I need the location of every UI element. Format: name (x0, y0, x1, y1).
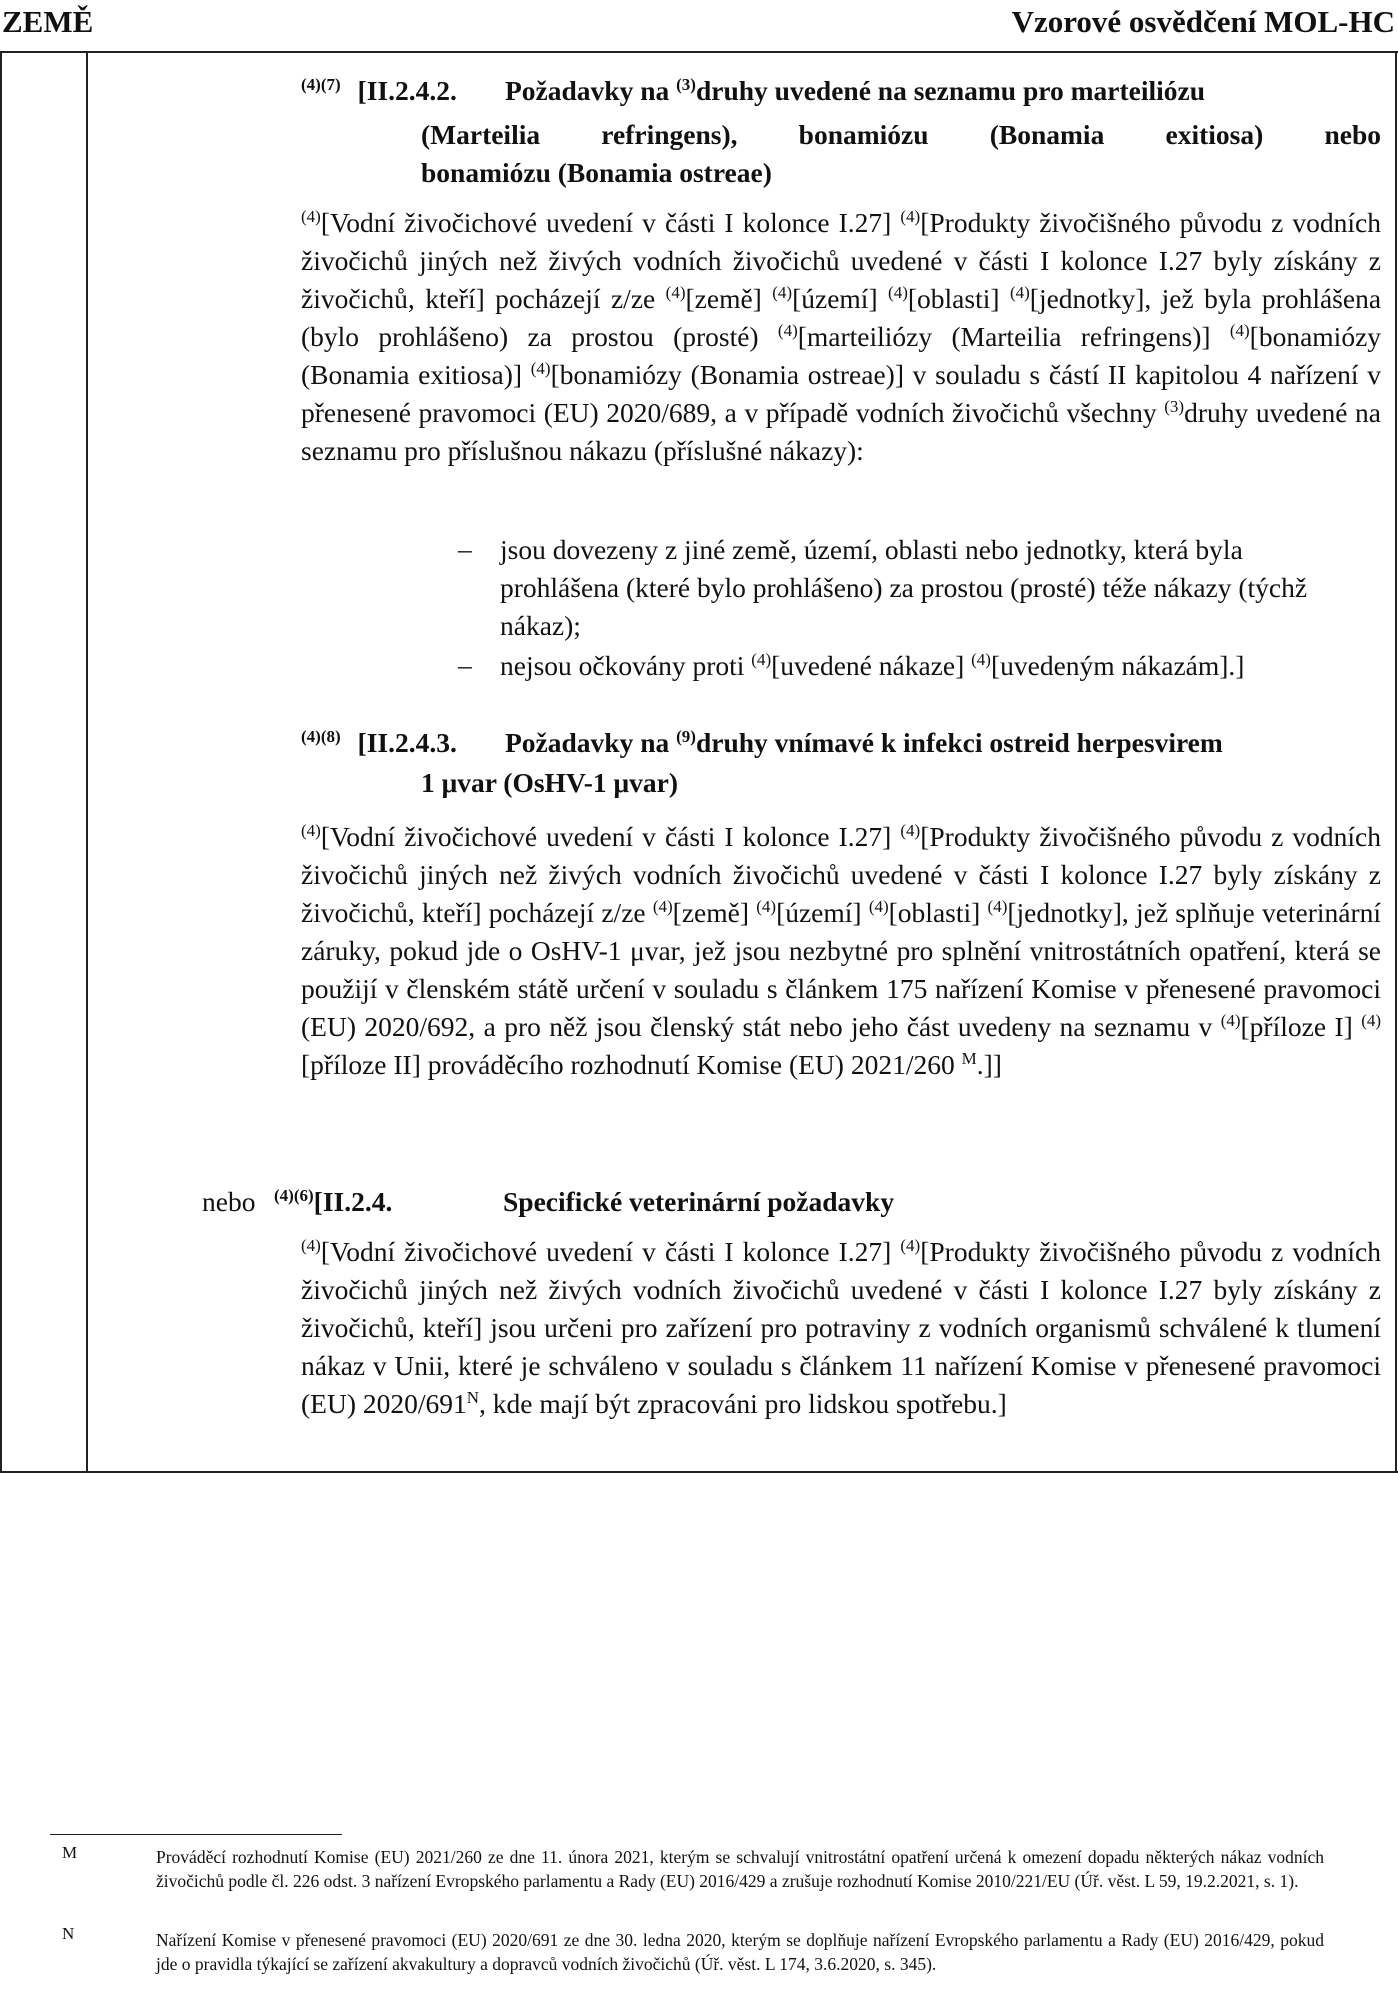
section-heading-II-2-4 (274, 1183, 392, 1221)
footnote-ref: (4)(8) (301, 727, 341, 746)
list-dash: – (458, 649, 472, 680)
section-paragraph: $^{(4)}$[Vodní živočichové uvedení v části I kolonce I.27] $^{(4)}$[Produkty živočišného původu z vodních živočichů jiných než živých vodních živočichů uvedené v části I kolonce I.27 byly získány z živočichů, kteří] jsou určeni pro zařízení pro potraviny z vodních organismů schválené k tlumení nákaz v Unii, které je schváleno v souladu s článkem 11 nařízení Komise v přenesené pravomoci (EU) $2020/691^N$, kde mají být zpracováni pro lidskou spotřebu.] (301, 1236, 1382, 1419)
footnote-mark: M (62, 1843, 78, 1862)
footnote-text: Nařízení Komise v přenesené pravomoci (EU) 2020/691 ze dne 30. ledna 2020, kterým se doplňuje nařízení Evropského parlamentu a Rady (EU) 2016/429, pokud jde o pravidla týkající se zařízení akvakultury a dopravců vodních živočichů (Úř. věst. L 174, 3.6.2020, s. 345). (156, 1930, 1324, 1974)
title-part: druhy uvedené na seznamu pro marteiliózu (695, 75, 1205, 106)
table-left-border (0, 51, 2, 1472)
alternative-label: nebo (202, 1186, 256, 1217)
section-title-line2: 1 μvar (OsHV-1 μvar) (421, 767, 678, 798)
header-rule (0, 51, 1398, 53)
section-heading-II-2-4-2 (301, 72, 457, 110)
footnote-mark: N (62, 1924, 75, 1943)
section-number: [II.2.4.2. (357, 75, 457, 106)
list-item: jsou dovezeny z jiné země, území, oblasti nebo jednotky, která byla prohlášena (které bylo prohlášeno) za prostou (prosté) téže nákazy (týchž nákaz); (500, 534, 1308, 641)
footnote-ref: (3) (676, 75, 696, 94)
section-paragraph: $^{(4)}$[Vodní živočichové uvedení v části I kolonce I.27] $^{(4)}$[Produkty živočišného původu z vodních živočichů jiných než živých vodních živočichů uvedené v části I kolonce I.27 byly získány z živočichů, kteří] pocházejí z/ze $^{(4)}$[země] $^{(4)}$[území] $^{(4)}$[oblasti] $^{(4)}$[jednotky], jež splňuje veterinární záruky, pokud jde o OsHV-1 μvar, jež jsou nezbytné pro splnění vnitrostátních opatření, která se použijí v členském státě určení v souladu s článkem 175 nařízení Komise v přenesené pravomoci (EU) 2020/692, a pro něž jsou členský stát nebo jeho část uvedeny na seznamu v $^{(4)}$[příloze I] $^{(4)}$[příloze II] prováděcího rozhodnutí Komise (EU) 2021/260 $^M$.]] (301, 821, 1382, 1080)
table-inner-border (86, 51, 88, 1472)
table-right-border (1395, 51, 1397, 1472)
footnote-ref: (9) (676, 727, 696, 746)
section-title (505, 72, 1381, 110)
title-part: Požadavky na (505, 75, 670, 106)
section-title-line3: bonamiózu (Bonamia ostreae) (421, 157, 772, 188)
list-item: nejsou očkovány proti $^{(4)}$[uvedené nákaze] $^{(4)}$[uvedeným nákazám].] (500, 650, 1245, 681)
header-country: ZEMĚ (2, 4, 94, 39)
list-dash: – (458, 533, 472, 564)
section-title: Specifické veterinární požadavky (503, 1186, 895, 1217)
page-header (0, 0, 1398, 50)
section-title (505, 724, 1381, 762)
section-heading-II-2-4-3 (301, 724, 457, 762)
footnote-separator (50, 1834, 342, 1835)
section-title-line2: (Marteilia refringens), bonamiózu (Bonamia exitiosa) nebo (421, 119, 1381, 150)
footnote-text: Prováděcí rozhodnutí Komise (EU) 2021/260 ze dne 11. února 2021, kterým se schvalují vnitrostátní opatření určená k omezení dopadu některých nákaz vodních živočichů podle čl. 226 odst. 3 nařízení Evropského parlamentu a Rady (EU) 2016/429 a zrušuje rozhodnutí Komise 2010/221/EU (Úř. věst. L 59, 19.2.2021, s. 1). (156, 1847, 1324, 1891)
title-part: Požadavky na (505, 727, 670, 758)
header-certificate-title: Vzorové osvědčení MOL-HC (1011, 4, 1395, 39)
section-number: [II.2.4.3. (357, 727, 457, 758)
section-number: [II.2.4. (313, 1186, 393, 1217)
footnote-ref: (4)(6) (274, 1186, 314, 1205)
table-bottom-rule (0, 1471, 1398, 1473)
title-part: druhy vnímavé k infekci ostreid herpesvirem (695, 727, 1223, 758)
footnote-ref: (4)(7) (301, 75, 341, 94)
section-paragraph: $^{(4)}$[Vodní živočichové uvedení v části I kolonce I.27] $^{(4)}$[Produkty živočišného původu z vodních živočichů jiných než živých vodních živočichů uvedené v části I kolonce I.27 byly získány z živočichů, kteří] pocházejí z/ze $^{(4)}$[země] $^{(4)}$[území] $^{(4)}$[oblasti] $^{(4)}$[jednotky], jež byla prohlášena (bylo prohlášeno) za prostou (prosté) $^{(4)}$[marteiliózy (Marteilia refringens)] $^{(4)}$[bonamiózy (Bonamia exitiosa)] $^{(4)}$[bonamiózy (Bonamia ostreae)] v souladu s částí II kapitolou 4 nařízení v přenesené pravomoci (EU) 2020/689, a v případě vodních živočichů všechny $^{(3)}$druhy uvedené na seznamu pro příslušnou nákazu (příslušné nákazy): (301, 207, 1382, 466)
